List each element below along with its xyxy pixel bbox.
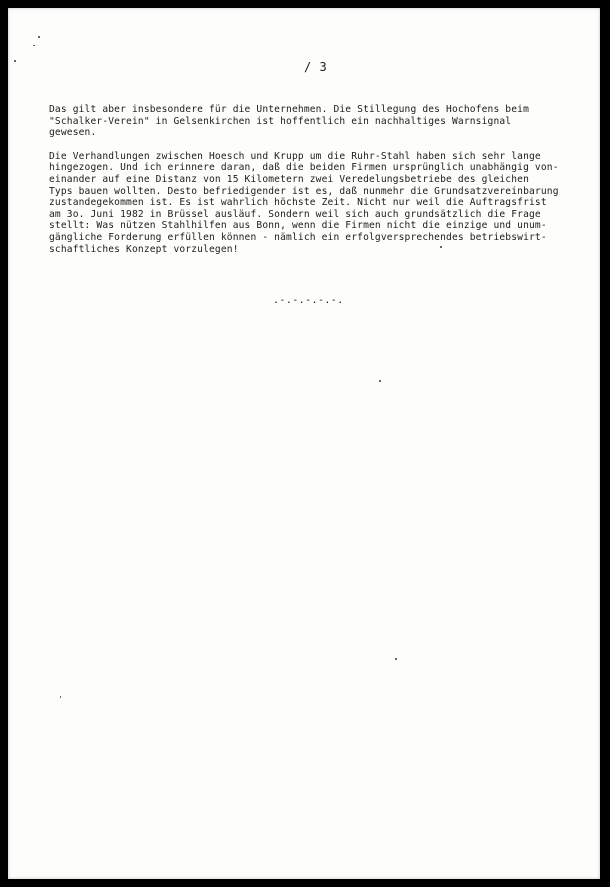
scan-speck — [60, 696, 61, 698]
section-separator: .-.-.-.-.-. — [273, 295, 344, 306]
scan-speck — [38, 36, 40, 38]
document-page — [8, 8, 600, 879]
scan-speck — [379, 380, 381, 382]
scan-speck — [33, 45, 35, 46]
body-text — [49, 104, 569, 267]
scan-speck — [395, 658, 397, 660]
scan-speck — [14, 60, 16, 62]
page-number: / 3 — [304, 60, 328, 74]
paragraph-2: Die Verhandlungen zwischen Hoesch und Krupp um die Ruhr-Stahl haben sich sehr lange hingezogen. Und ich erinnere daran, daß die beiden Firmen ursprünglich unabhängig von- einander auf eine Distanz von 15 Kilometern zwei Veredelungsbetriebe des gleichen Typs bauen wollten. Desto befriedigender ist es, daß nunmehr die Grundsatzvereinbarung zustandegekommen ist. Es ist wahrlich höchste Zeit. Nicht nur weil die Auftragsfrist am 3o. Juni 1982 in Brüssel ausläuf. Sondern weil sich auch grundsätzlich die Frage stellt: Was nützen Stahlhilfen aus Bonn, wenn die Firmen nicht die einzige und unum- gängliche Forderung erfüllen können - nämlich ein erfolgversprechendes betriebswirt- schaftliches Konzept vorzulegen! — [49, 150, 559, 255]
paragraph-1: Das gilt aber insbesondere für die Unternehmen. Die Stillegung des Hochofens beim "Schalker-Verein" in Gelsenkirchen ist hoffentlich ein nachhaltiges Warnsignal gewesen. — [49, 104, 529, 139]
